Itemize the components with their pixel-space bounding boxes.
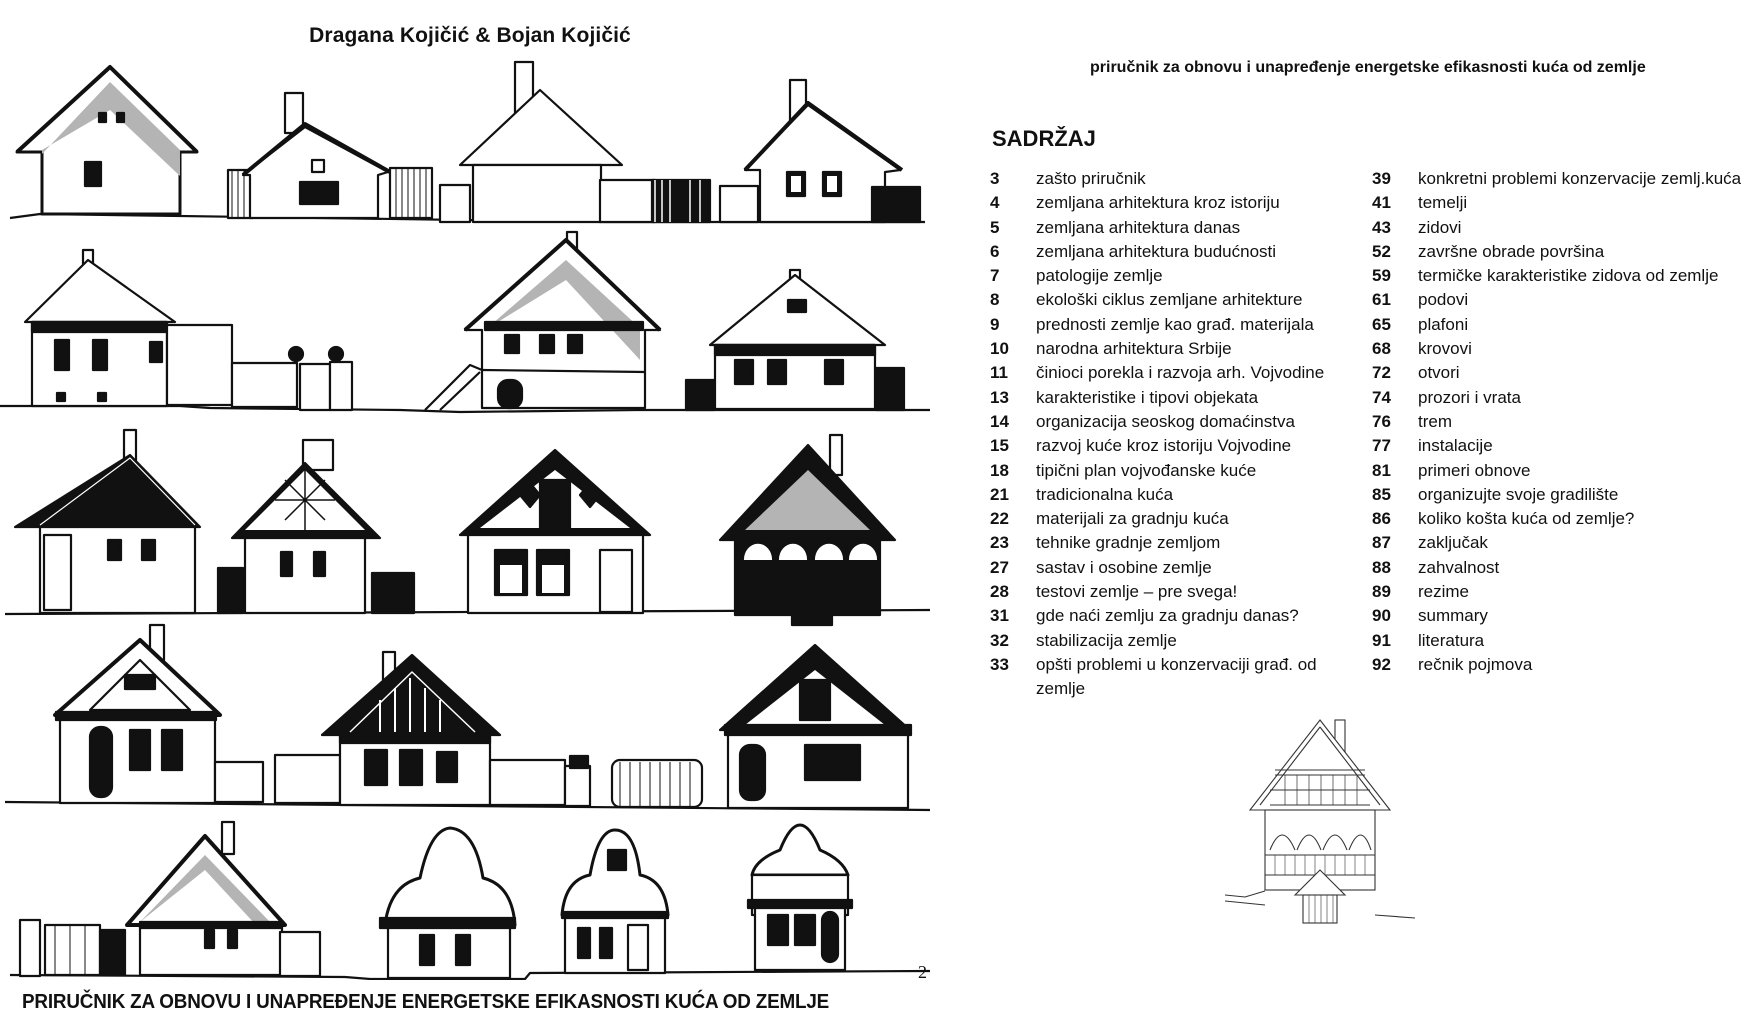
toc-entry-title: rečnik pojmova — [1418, 654, 1533, 674]
toc-page-number: 85 — [1372, 484, 1391, 504]
toc-page-number: 68 — [1372, 339, 1391, 359]
toc-entry — [990, 604, 1350, 628]
toc-entry — [1372, 191, 1752, 215]
toc-entry-title: patologije zemlje — [1036, 266, 1163, 286]
toc-title: SADRŽAJ — [992, 126, 1096, 151]
toc-entry — [1372, 288, 1752, 312]
toc-page-number: 33 — [990, 654, 1009, 674]
toc-entry — [990, 629, 1350, 653]
toc-page-number: 27 — [990, 557, 1009, 577]
toc-entry-title: karakteristike i tipovi objekata — [1036, 387, 1259, 407]
toc-entry — [990, 459, 1350, 483]
toc-entry — [1372, 483, 1752, 507]
toc-page-number: 3 — [990, 169, 1000, 188]
toc-column-1 — [990, 167, 1350, 702]
toc-entry — [1372, 410, 1752, 434]
toc-entry — [1372, 313, 1752, 337]
toc-entry-title: materijali za gradnju kuća — [1036, 509, 1229, 529]
toc-page-number: 6 — [990, 241, 1000, 261]
toc-page-number: 61 — [1372, 290, 1391, 310]
toc-entry — [1372, 629, 1752, 653]
toc-entry-title: instalacije — [1418, 436, 1493, 456]
authors-heading: Dragana Kojičić & Bojan Kojičić — [309, 24, 631, 47]
page-number: 2 — [918, 962, 927, 982]
toc-page-number: 7 — [990, 266, 1000, 286]
toc-entry-title: ekološki ciklus zemljane arhitekture — [1036, 290, 1303, 310]
toc-entry-title: temelji — [1418, 193, 1468, 213]
toc-entry-title: završne obrade površina — [1418, 241, 1605, 261]
toc-entry — [1372, 556, 1752, 580]
toc-entry-title: termičke karakteristike zidova od zemlje — [1418, 266, 1719, 286]
toc-entry — [1372, 434, 1752, 458]
toc-entry — [990, 483, 1350, 507]
toc-page-number: 28 — [990, 582, 1009, 602]
toc-entry — [1372, 361, 1752, 385]
toc-entry-title: opšti problemi u konzervaciji građ. od zemlje — [1036, 654, 1317, 699]
toc-page-number: 13 — [990, 387, 1009, 407]
toc-entry — [990, 386, 1350, 410]
toc-page-number: 10 — [990, 339, 1009, 359]
toc-entry — [990, 580, 1350, 604]
toc-page-number: 11 — [990, 363, 1008, 383]
toc-entry-title: organizacija seoskog domaćinstva — [1036, 411, 1295, 431]
toc-entry — [1372, 386, 1752, 410]
toc-entry-title: gde naći zemlju za gradnju danas? — [1036, 606, 1299, 626]
toc-entry — [990, 167, 1350, 191]
row-4 — [5, 625, 930, 810]
toc-page-number: 32 — [990, 630, 1009, 650]
toc-entry — [1372, 531, 1752, 555]
toc-entry — [990, 191, 1350, 215]
toc-entry-title: summary — [1418, 606, 1488, 626]
toc-page-number: 14 — [990, 411, 1009, 431]
toc-entry-title: činioci porekla i razvoja arh. Vojvodine — [1036, 363, 1325, 383]
toc-page-number: 72 — [1372, 363, 1391, 383]
toc-page-number: 74 — [1372, 387, 1391, 407]
toc-entry-title: koliko košta kuća od zemlje? — [1418, 509, 1635, 529]
toc-entry — [1372, 240, 1752, 264]
toc-entry — [1372, 459, 1752, 483]
toc-entry-title: razvoj kuće kroz istoriju Vojvodine — [1036, 436, 1292, 456]
running-head: priručnik za obnovu i unapređenje energetske efikasnosti kuća od zemlje — [1090, 59, 1646, 76]
toc-entry — [990, 240, 1350, 264]
toc-entry — [990, 288, 1350, 312]
toc-entry — [990, 216, 1350, 240]
right-page — [940, 0, 1754, 1035]
toc-entry-title: stabilizacija zemlje — [1036, 630, 1177, 650]
toc-entry — [990, 434, 1350, 458]
toc-entry-title: narodna arhitektura Srbije — [1036, 339, 1232, 359]
toc-entry-title: sastav i osobine zemlje — [1036, 557, 1212, 577]
toc-page-number: 81 — [1372, 460, 1391, 480]
toc-entry — [990, 337, 1350, 361]
toc-entry — [990, 313, 1350, 337]
toc-entry — [1372, 604, 1752, 628]
toc-entry-title: zemljana arhitektura budućnosti — [1036, 241, 1277, 261]
toc-page-number: 86 — [1372, 509, 1391, 529]
toc-entry-title: plafoni — [1418, 314, 1469, 334]
toc-entry-title: krovovi — [1418, 339, 1472, 359]
toc-page-number: 22 — [990, 509, 1009, 529]
toc-entry-title: otvori — [1418, 363, 1460, 383]
toc-page-number: 43 — [1372, 217, 1391, 237]
toc-page-number: 39 — [1372, 169, 1391, 188]
toc-entry — [990, 653, 1350, 702]
toc-entry-title: zaključak — [1418, 533, 1488, 553]
toc-entry-title: zašto priručnik — [1036, 169, 1146, 188]
toc-entry-title: testovi zemlje – pre svega! — [1036, 582, 1238, 602]
toc-page-number: 90 — [1372, 606, 1391, 626]
toc-entry-title: zidovi — [1418, 217, 1462, 237]
toc-page-number: 23 — [990, 533, 1009, 553]
house-sketch-vignette — [1225, 715, 1415, 925]
toc-entry-title: prozori i vrata — [1418, 387, 1521, 407]
toc-entry — [1372, 507, 1752, 531]
toc-entry — [1372, 653, 1752, 677]
toc-entry-title: primeri obnove — [1418, 460, 1531, 480]
toc-page-number: 31 — [990, 606, 1009, 626]
row-5 — [10, 822, 930, 979]
toc-page-number: 89 — [1372, 582, 1391, 602]
toc-entry-title: zemljana arhitektura kroz istoriju — [1036, 193, 1280, 213]
toc-entry-title: trem — [1418, 411, 1452, 431]
toc-entry-title: organizujte svoje gradilište — [1418, 484, 1619, 504]
toc-entry-title: konkretni problemi konzervacije zemlj.kuća — [1418, 169, 1742, 188]
toc-entry — [990, 264, 1350, 288]
toc-page-number: 88 — [1372, 557, 1391, 577]
toc-entry — [990, 410, 1350, 434]
toc-page-number: 5 — [990, 217, 1000, 237]
footer-title: PRIRUČNIK ZA OBNOVU I UNAPREĐENJE ENERGETSKE EFIKASNOSTI KUĆA OD ZEMLJE — [22, 990, 830, 1013]
toc-page-number: 52 — [1372, 241, 1391, 261]
toc-page-number: 87 — [1372, 533, 1391, 553]
toc-page-number: 9 — [990, 314, 1000, 334]
toc-entry — [990, 556, 1350, 580]
toc-entry-title: tehnike gradnje zemljom — [1036, 533, 1221, 553]
toc-entry-title: rezime — [1418, 582, 1470, 602]
toc-page-number: 59 — [1372, 266, 1391, 286]
row-1 — [10, 62, 925, 222]
toc-entry — [990, 531, 1350, 555]
toc-entry-title: zahvalnost — [1418, 557, 1500, 577]
toc-page-number: 41 — [1372, 193, 1391, 213]
toc-entry — [1372, 216, 1752, 240]
house-facades-illustration — [0, 55, 940, 980]
toc-page-number: 92 — [1372, 654, 1391, 674]
toc-page-number: 8 — [990, 290, 1000, 310]
toc-page-number: 4 — [990, 193, 1000, 213]
toc-page-number: 76 — [1372, 411, 1391, 431]
row-2 — [0, 232, 930, 412]
toc-page-number: 21 — [990, 484, 1009, 504]
toc-entry — [990, 507, 1350, 531]
toc-entry-title: tradicionalna kuća — [1036, 484, 1174, 504]
toc-entry-title: tipični plan vojvođanske kuće — [1036, 460, 1257, 480]
toc-entry-title: podovi — [1418, 290, 1469, 310]
toc-entry — [1372, 264, 1752, 288]
toc-page-number: 15 — [990, 436, 1009, 456]
toc-entry — [1372, 167, 1752, 191]
toc-entry-title: prednosti zemlje kao građ. materijala — [1036, 314, 1314, 334]
toc-entry-title: zemljana arhitektura danas — [1036, 217, 1241, 237]
toc-entry — [1372, 337, 1752, 361]
toc-column-2 — [1372, 167, 1752, 677]
toc-page-number: 91 — [1372, 630, 1391, 650]
toc-entry — [990, 361, 1350, 385]
toc-entry — [1372, 580, 1752, 604]
toc-page-number: 65 — [1372, 314, 1391, 334]
toc-page-number: 77 — [1372, 436, 1391, 456]
row-3 — [5, 430, 930, 625]
toc-entry-title: literatura — [1418, 630, 1485, 650]
toc-page-number: 18 — [990, 460, 1009, 480]
